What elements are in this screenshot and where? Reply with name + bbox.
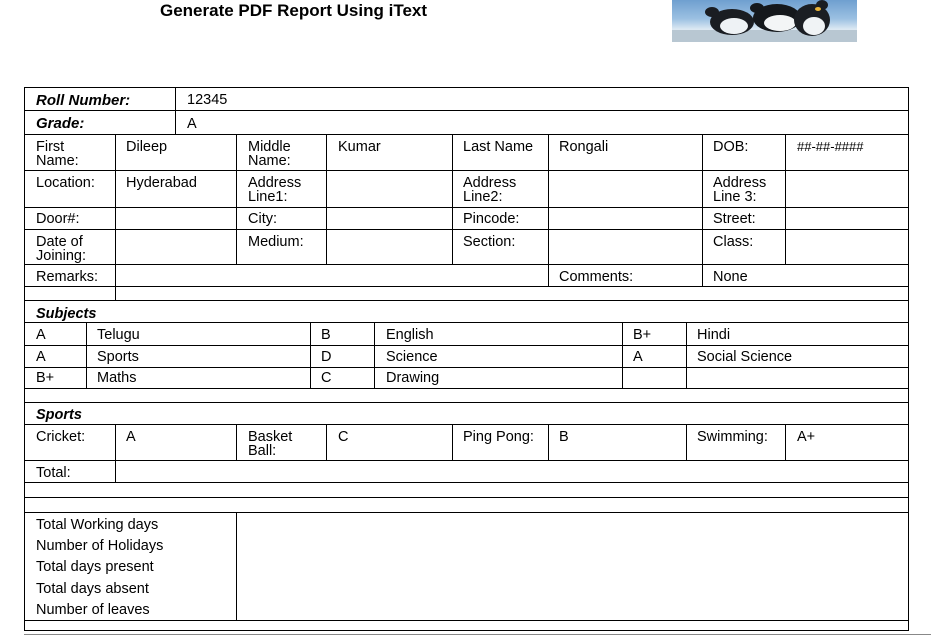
- address-line1-label: Address Line1:: [248, 175, 302, 205]
- page-divider: [24, 634, 931, 635]
- attendance-label: Total Working days: [36, 517, 159, 533]
- report-title: Generate PDF Report Using iText: [160, 1, 428, 20]
- subject-grade: A: [36, 327, 46, 343]
- remarks-label: Remarks:: [36, 269, 99, 285]
- first-name-value: Dileep: [126, 139, 168, 155]
- city-label: City:: [248, 211, 277, 227]
- subject-name: Maths: [97, 370, 137, 386]
- sport-grade: A: [126, 429, 136, 445]
- pincode-label: Pincode:: [463, 211, 520, 227]
- attendance-label: Number of leaves: [36, 602, 150, 618]
- middle-name-label: Middle Name:: [248, 139, 291, 169]
- subject-grade: B+: [36, 370, 55, 386]
- subject-name: Social Science: [697, 349, 793, 365]
- penguins-logo-image: [672, 0, 857, 42]
- last-name-value: Rongali: [559, 139, 609, 155]
- grade-value: A: [187, 116, 197, 132]
- attendance-label: Number of Holidays: [36, 538, 164, 554]
- subjects-heading: Subjects: [36, 306, 97, 322]
- address-line3-label: Address Line 3:: [713, 175, 767, 205]
- comments-label: Comments:: [559, 269, 634, 285]
- grade-label: Grade:: [36, 115, 85, 132]
- subject-grade: C: [321, 370, 332, 386]
- subject-name: English: [386, 327, 434, 343]
- middle-name-value: Kumar: [338, 139, 381, 155]
- subject-grade: D: [321, 349, 332, 365]
- attendance-label: Total days present: [36, 559, 154, 575]
- sport-grade: C: [338, 429, 349, 445]
- attendance-label: Total days absent: [36, 581, 149, 597]
- sport-name: Basket Ball:: [248, 429, 293, 459]
- subject-grade: B: [321, 327, 331, 343]
- dob-value: ##-##-####: [797, 139, 864, 154]
- sport-name: Ping Pong:: [463, 429, 534, 445]
- sport-name: Cricket:: [36, 429, 86, 445]
- first-name-label: First Name:: [36, 139, 79, 169]
- sport-grade: A+: [797, 429, 816, 445]
- dob-label: DOB:: [713, 139, 749, 155]
- medium-label: Medium:: [248, 234, 304, 250]
- subject-name: Hindi: [697, 327, 731, 343]
- total-label: Total:: [36, 465, 71, 481]
- roll-number-label: Roll Number:: [36, 92, 131, 109]
- section-label: Section:: [463, 234, 516, 250]
- sports-heading: Sports: [36, 407, 82, 423]
- date-of-joining-label: Date of Joining:: [36, 234, 86, 264]
- street-label: Street:: [713, 211, 756, 227]
- subject-name: Drawing: [386, 370, 440, 386]
- subject-grade: B+: [633, 327, 652, 343]
- address-line2-label: Address Line2:: [463, 175, 517, 205]
- last-name-label: Last Name: [463, 139, 534, 155]
- location-value: Hyderabad: [126, 175, 197, 191]
- subject-name: Science: [386, 349, 438, 365]
- subject-name: Sports: [97, 349, 139, 365]
- comments-value: None: [713, 269, 748, 285]
- subject-grade: A: [36, 349, 46, 365]
- subject-grade: A: [633, 349, 643, 365]
- location-label: Location:: [36, 175, 95, 191]
- sport-grade: B: [559, 429, 569, 445]
- subject-name: Telugu: [97, 327, 140, 343]
- sport-name: Swimming:: [697, 429, 768, 445]
- roll-number-value: 12345: [187, 92, 228, 108]
- door-label: Door#:: [36, 211, 80, 227]
- class-label: Class:: [713, 234, 754, 250]
